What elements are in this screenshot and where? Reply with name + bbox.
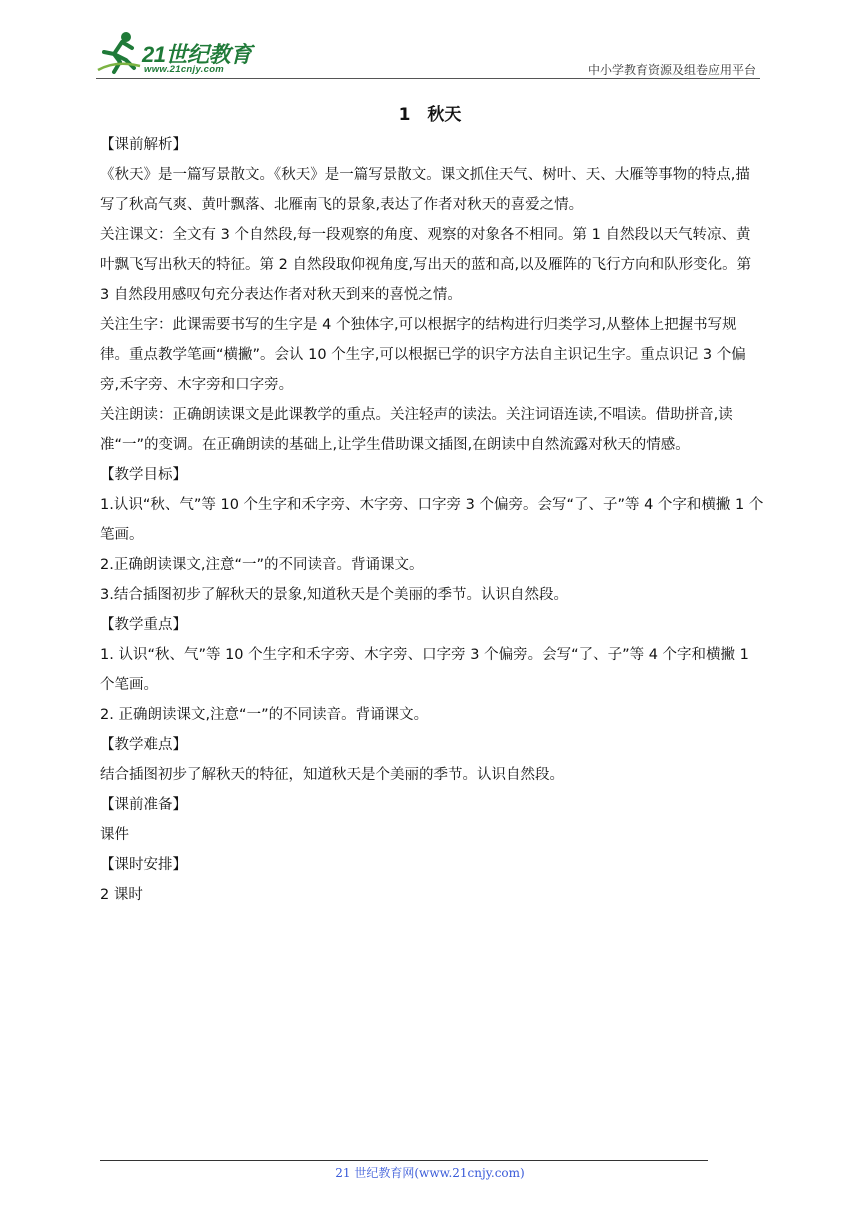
section-heading: 【课前准备】	[100, 797, 187, 813]
paragraph: 课件	[100, 827, 129, 843]
logo-url: www.21cnjy.com	[144, 64, 225, 75]
logo-text: 21世纪教育	[142, 42, 252, 67]
footer-divider	[100, 1160, 708, 1161]
footer-link[interactable]: 21 世纪教育网(www.21cnjy.com)	[335, 1166, 525, 1180]
page-header	[96, 30, 760, 80]
paragraph: 1. 认识“秋、气”等 10 个生字和禾字旁、木字旁、口字旁 3 个偏旁。会写“了、子”等 4 个字和横撇 1 个笔画。	[100, 647, 749, 693]
paragraph: 关注朗读：正确朗读课文是此课教学的重点。关注轻声的读法。关注词语连读,不唱读。借助拼音,读准“一”的变调。在正确朗读的基础上,让学生借助课文插图,在朗读中自然流露对秋天的情感。	[100, 407, 733, 453]
section-heading: 【教学难点】	[100, 737, 187, 753]
site-logo[interactable]	[96, 30, 266, 78]
paragraph: 关注生字：此课需要书写的生字是 4 个独体字,可以根据字的结构进行归类学习,从整体上把握书写规律。重点教学笔画“横撇”。会认 10 个生字,可以根据已学的识字方法自主识记生字。重点识记 3 个偏旁,禾字旁、木字旁和口字旁。	[100, 317, 746, 393]
paragraph: 关注课文：全文有 3 个自然段,每一段观察的角度、观察的对象各不相同。第 1 自然段以天气转凉、黄叶飘飞写出秋天的特征。第 2 自然段取仰视角度,写出天的蓝和高,以及雁阵的飞行方向和队形变化。第 3 自然段用感叹句充分表达作者对秋天到来的喜悦之情。	[100, 227, 752, 303]
section-heading: 【教学目标】	[100, 467, 187, 483]
header-divider	[96, 78, 760, 79]
page-title: 1 秋天	[398, 105, 462, 125]
paragraph: 《秋天》是一篇写景散文。《秋天》是一篇写景散文。课文抓住天气、树叶、天、大雁等事物的特点,描写了秋高气爽、黄叶飘落、北雁南飞的景象,表达了作者对秋天的喜爱之情。	[100, 167, 750, 213]
running-man-icon	[96, 30, 142, 76]
paragraph: 结合插图初步了解秋天的特征，知道秋天是个美丽的季节。认识自然段。	[100, 767, 564, 783]
section-heading: 【教学重点】	[100, 617, 187, 633]
paragraph: 3.结合插图初步了解秋天的景象,知道秋天是个美丽的季节。认识自然段。	[100, 587, 568, 603]
document-body	[100, 130, 764, 910]
section-heading: 【课前解析】	[100, 137, 187, 153]
paragraph: 2. 正确朗读课文,注意“一”的不同读音。背诵课文。	[100, 707, 429, 723]
paragraph: 2.正确朗读课文,注意“一”的不同读音。背诵课文。	[100, 557, 424, 573]
platform-tagline: 中小学教育资源及组卷应用平台	[587, 63, 756, 77]
paragraph: 2 课时	[100, 887, 143, 903]
paragraph: 1.认识“秋、气”等 10 个生字和禾字旁、木字旁、口字旁 3 个偏旁。会写“了、子”等 4 个字和横撇 1 个笔画。	[100, 497, 764, 543]
section-heading: 【课时安排】	[100, 857, 187, 873]
